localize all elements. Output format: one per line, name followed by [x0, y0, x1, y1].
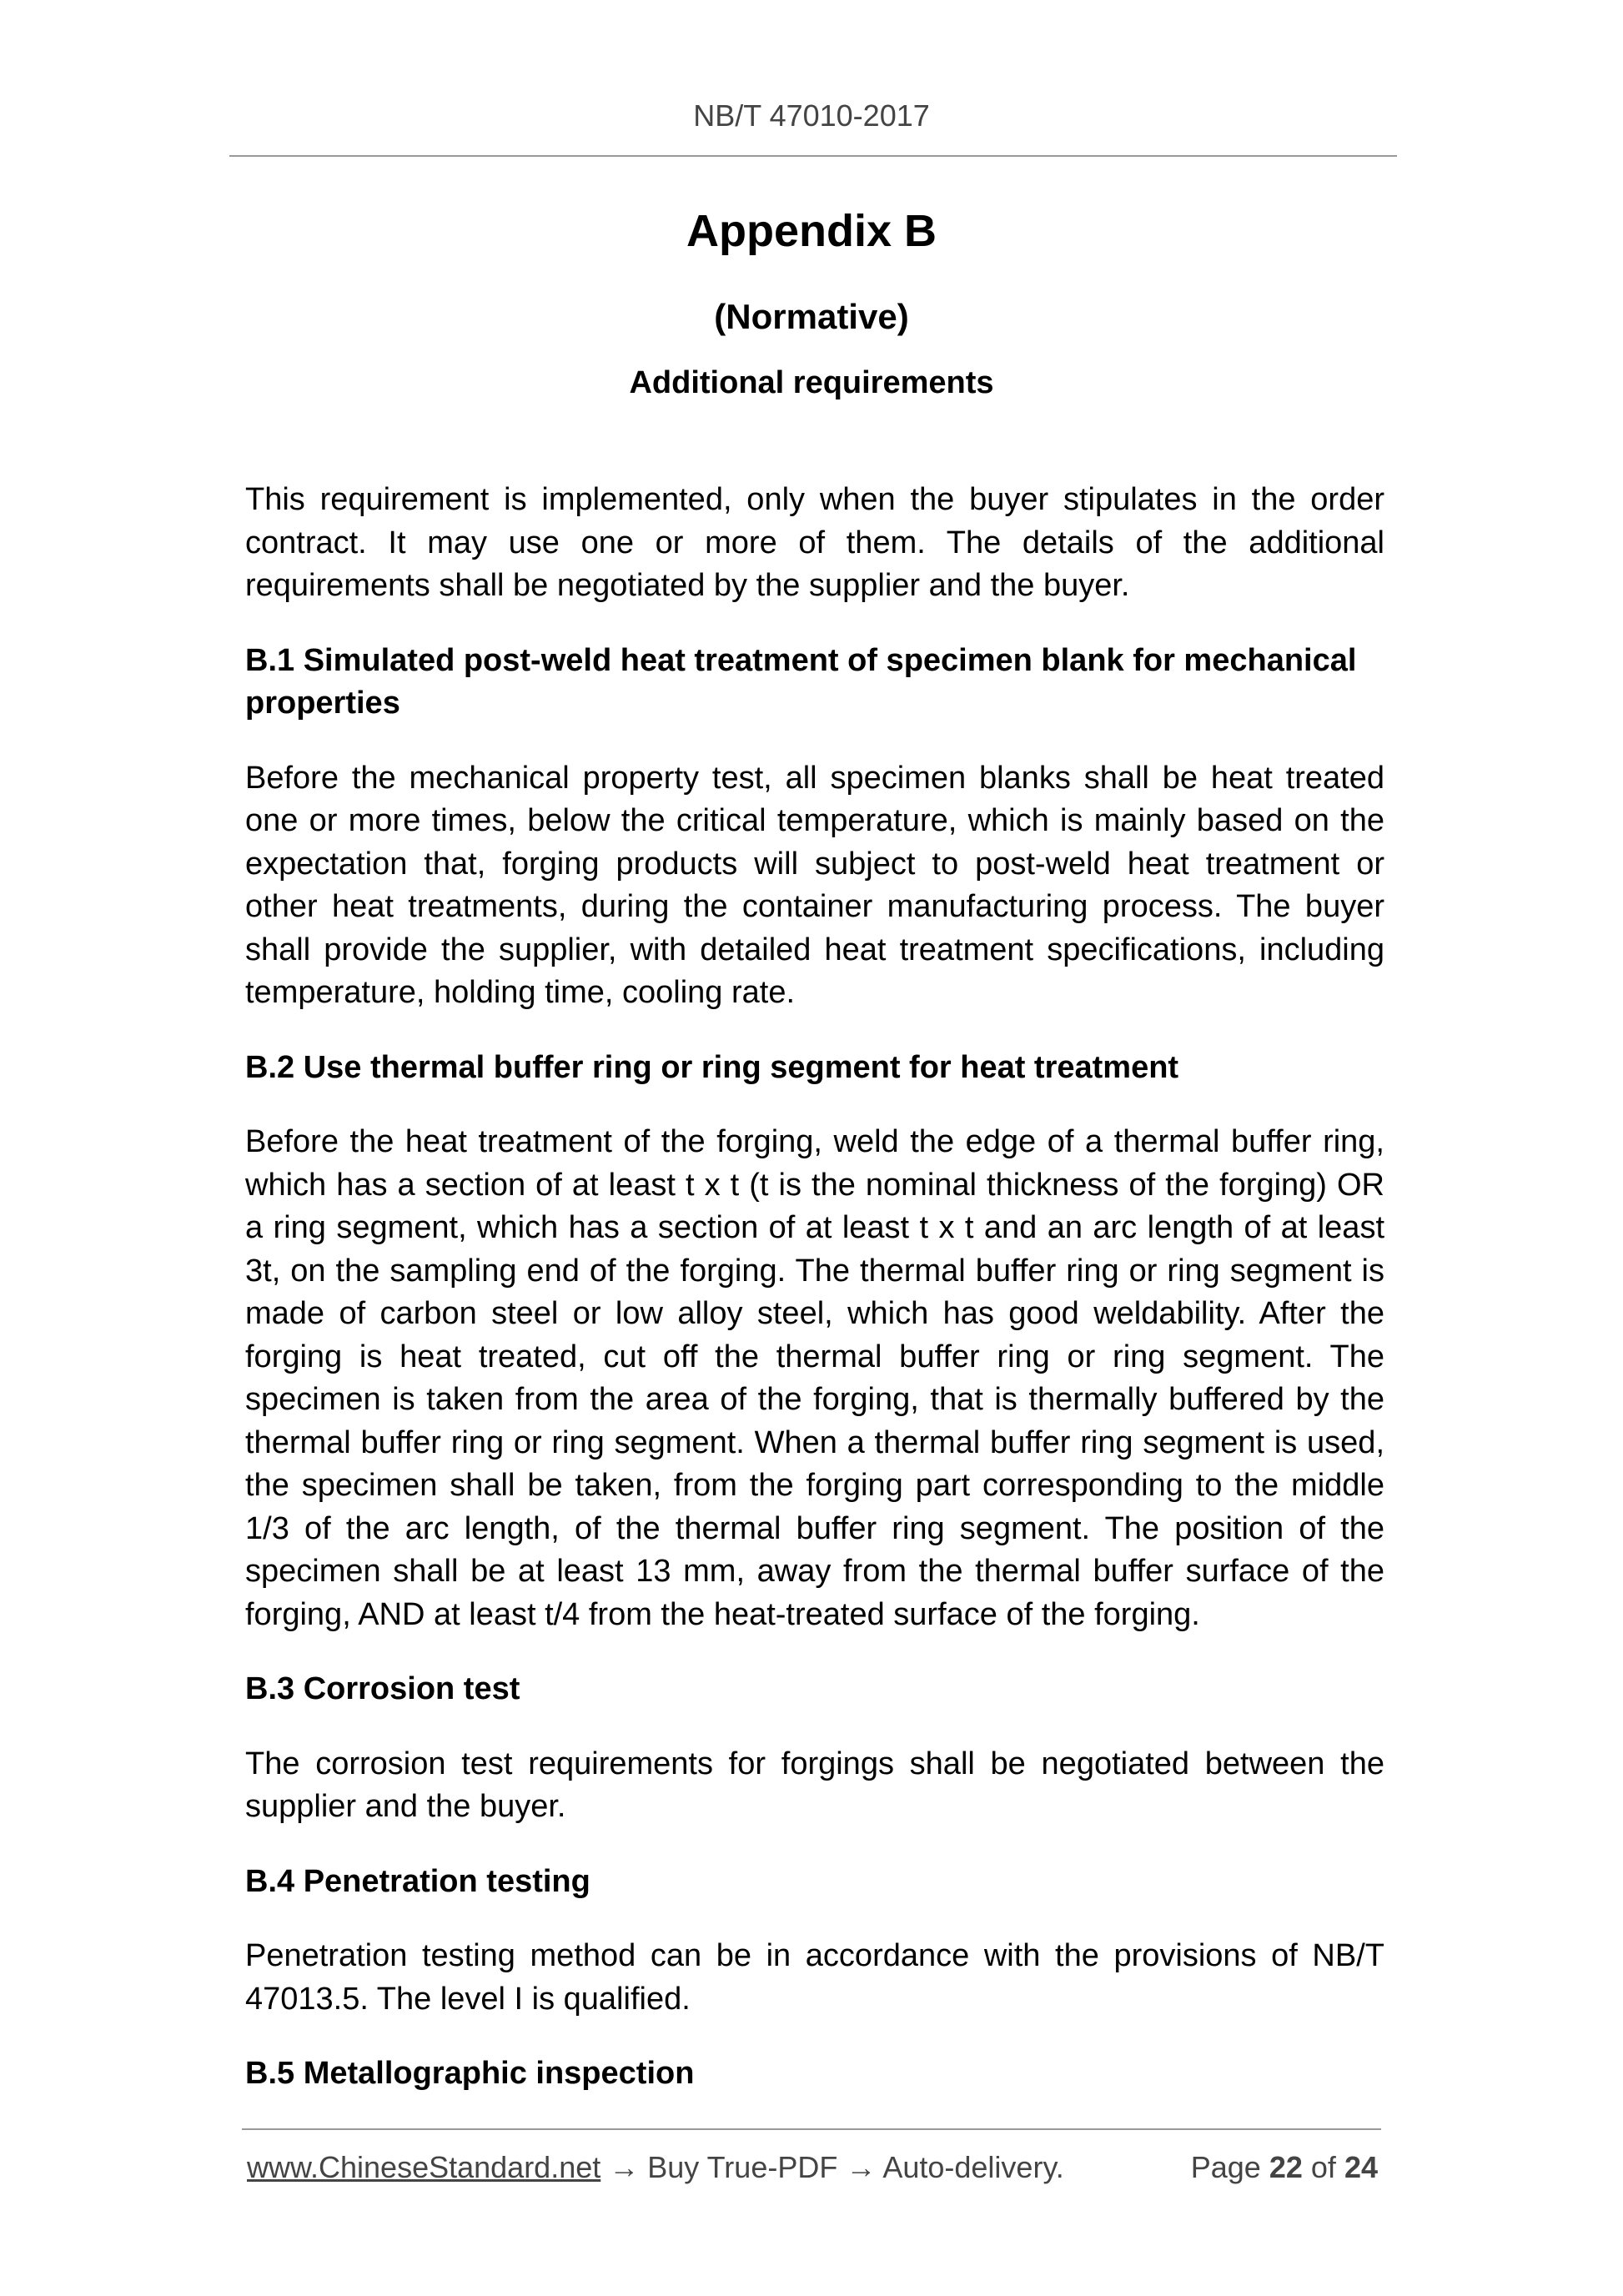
section-heading-b3: B.3 Corrosion test — [245, 1671, 520, 1706]
footer-divider — [242, 2128, 1381, 2130]
page-of: of — [1310, 2150, 1336, 2184]
site-link[interactable]: www.ChineseStandard.net — [247, 2150, 601, 2184]
footer-promo — [247, 2150, 1064, 2185]
appendix-subtitle: (Normative) — [714, 297, 909, 336]
appendix-title: Appendix B — [686, 206, 937, 256]
promo-text: → Buy True-PDF → Auto-delivery. — [609, 2150, 1064, 2184]
section-heading-b5: B.5 Metallographic inspection — [245, 2056, 695, 2091]
document-body — [245, 479, 1384, 2128]
intro-paragraph: This requirement is implemented, only when the buyer stipulates in the order contract. It may use one or more of them. The details of the additional requirements shall be negotiated by the supplier and the buyer. — [245, 482, 1384, 603]
page-current: 22 — [1269, 2150, 1303, 2184]
page-header: NB/T 47010-2017 — [693, 98, 930, 133]
section-heading-b2: B.2 Use thermal buffer ring or ring segment for heat treatment — [245, 1049, 1179, 1085]
section-heading-b1: B.1 Simulated post-weld heat treatment of specimen blank for mechanical properties — [245, 642, 1357, 721]
appendix-caption: Additional requirements — [629, 365, 994, 400]
page-number — [1191, 2150, 1378, 2185]
section-body-b3: The corrosion test requirements for forgings shall be negotiated between the supplier and the buyer. — [245, 1746, 1384, 1824]
page-total: 24 — [1344, 2150, 1378, 2184]
section-body-b4: Penetration testing method can be in accordance with the provisions of NB/T 47013.5. The level I is qualified. — [245, 1938, 1384, 2017]
page-label: Page — [1190, 2150, 1261, 2184]
section-body-b2: Before the heat treatment of the forging, weld the edge of a thermal buffer ring, which has a section of at least t x t (t is the nominal thickness of the forging) OR a ring segment, which has a section of at least t x t and an arc length of at least 3t, on the sampling end of the forging. The thermal buffer ring or ring segment is made of carbon steel or low alloy steel, which has good weldability. After the forging is heat treated, cut off the thermal buffer ring or ring segment. The specimen is taken from the area of the forging, that is thermally buffered by the thermal buffer ring or ring segment. When a thermal buffer ring segment is used, the specimen shall be taken, from the forging part corresponding to the middle 1/3 of the arc length, of the thermal buffer ring segment. The position of the specimen shall be at least 13 mm, away from the thermal buffer surface of the forging, AND at least t/4 from the heat-treated surface of the forging. — [245, 1124, 1384, 1632]
header-divider — [229, 155, 1397, 157]
section-body-b1: Before the mechanical property test, all specimen blanks shall be heat treated one or more times, below the critical temperature, which is mainly based on the expectation that, forging products will subject to post-weld heat treatment or other heat treatments, during the container manufacturing process. The buyer shall provide the supplier, with detailed heat treatment specifications, including temperature, holding time, cooling rate. — [245, 760, 1384, 1010]
section-heading-b4: B.4 Penetration testing — [245, 1863, 590, 1899]
